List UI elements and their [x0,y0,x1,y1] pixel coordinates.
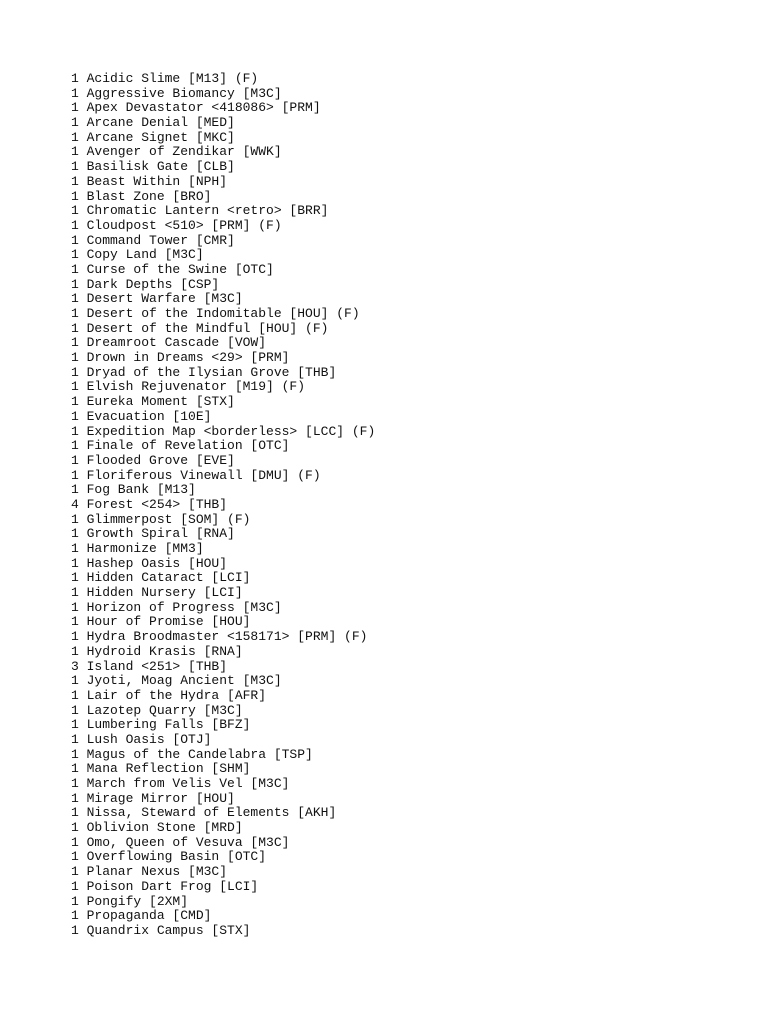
decklist-line: 1 Desert Warfare [M3C] [71,291,243,307]
decklist-line: 1 Hashep Oasis [HOU] [71,555,228,571]
decklist-line: 1 Blast Zone [BRO] [71,188,212,204]
decklist-line: 1 Floriferous Vinewall [DMU] (F) [71,467,321,483]
decklist-line: 1 Hydroid Krasis [RNA] [71,643,243,659]
decklist-line: 1 Aggressive Biomancy [M3C] [71,85,282,101]
decklist-line: 1 Beast Within [NPH] [71,173,228,189]
decklist-line: 1 Lazotep Quarry [M3C] [71,702,243,718]
decklist-line: 1 Propaganda [CMD] [71,908,212,924]
decklist-line: 1 Hydra Broodmaster <158171> [PRM] (F) [71,629,368,645]
decklist-line: 1 Dark Depths [CSP] [71,276,220,292]
decklist-line: 1 Basilisk Gate [CLB] [71,159,235,175]
decklist-line: 1 Mirage Mirror [HOU] [71,790,235,806]
decklist-line: 1 Oblivion Stone [MRD] [71,820,243,836]
decklist-line: 1 Desert of the Indomitable [HOU] (F) [71,306,360,321]
decklist-line: 1 March from Velis Vel [M3C] [71,776,290,791]
decklist-line: 1 Eureka Moment [STX] [71,394,235,410]
decklist-line: 1 Quandrix Campus [STX] [71,922,251,938]
decklist-line: 1 Overflowing Basin [OTC] [71,849,267,865]
decklist-line: 1 Jyoti, Moag Ancient [M3C] [71,673,282,689]
decklist-line: 3 Island <251> [THB] [71,658,228,674]
decklist-line: 1 Desert of the Mindful [HOU] (F) [71,320,329,336]
decklist-line: 1 Elvish Rejuvenator [M19] (F) [71,379,306,395]
decklist-line: 1 Cloudpost <510> [PRM] (F) [71,217,282,233]
decklist-line: 1 Horizon of Progress [M3C] [71,599,282,615]
decklist-line: 1 Mana Reflection [SHM] [71,761,251,777]
decklist-line: 1 Acidic Slime [M13] (F) [71,71,259,86]
decklist-line: 1 Planar Nexus [M3C] [71,864,228,880]
decklist-line: 1 Dryad of the Ilysian Grove [THB] [71,364,337,380]
decklist-line: 1 Command Tower [CMR] [71,232,235,248]
decklist-line: 1 Lair of the Hydra [AFR] [71,687,267,703]
decklist-line: 4 Forest <254> [THB] [71,496,228,512]
decklist-line: 1 Chromatic Lantern <retro> [BRR] [71,203,329,219]
decklist-line: 1 Finale of Revelation [OTC] [71,438,290,454]
decklist-line: 1 Expedition Map <borderless> [LCC] (F) [71,423,376,439]
decklist-line: 1 Poison Dart Frog [LCI] [71,878,259,894]
decklist-line: 1 Nissa, Steward of Elements [AKH] [71,805,337,821]
decklist-line: 1 Pongify [2XM] [71,893,189,909]
decklist-line: 1 Magus of the Candelabra [TSP] [71,746,313,762]
decklist-line: 1 Hour of Promise [HOU] [71,614,251,630]
decklist-line: 1 Apex Devastator <418086> [PRM] [71,100,321,116]
decklist-line: 1 Curse of the Swine [OTC] [71,261,274,277]
decklist-text [71,72,751,939]
decklist-line: 1 Flooded Grove [EVE] [71,452,235,468]
decklist-line: 1 Evacuation [10E] [71,408,212,424]
decklist-line: 1 Avenger of Zendikar [WWK] [71,144,282,160]
decklist-line: 1 Arcane Denial [MED] [71,115,235,131]
decklist-line: 1 Copy Land [M3C] [71,247,204,263]
decklist-line: 1 Dreamroot Cascade [VOW] [71,335,267,351]
decklist-line: 1 Lush Oasis [OTJ] [71,731,212,747]
decklist-line: 1 Hidden Cataract [LCI] [71,570,251,586]
decklist-line: 1 Fog Bank [M13] [71,482,196,498]
decklist-line: 1 Lumbering Falls [BFZ] [71,717,251,733]
decklist-line: 1 Glimmerpost [SOM] (F) [71,511,251,527]
decklist-line: 1 Growth Spiral [RNA] [71,526,235,542]
decklist-line: 1 Drown in Dreams <29> [PRM] [71,350,290,366]
decklist-line: 1 Harmonize [MM3] [71,541,204,556]
decklist-line: 1 Arcane Signet [MKC] [71,129,235,145]
decklist-line: 1 Hidden Nursery [LCI] [71,585,243,601]
decklist-line: 1 Omo, Queen of Vesuva [M3C] [71,834,290,850]
